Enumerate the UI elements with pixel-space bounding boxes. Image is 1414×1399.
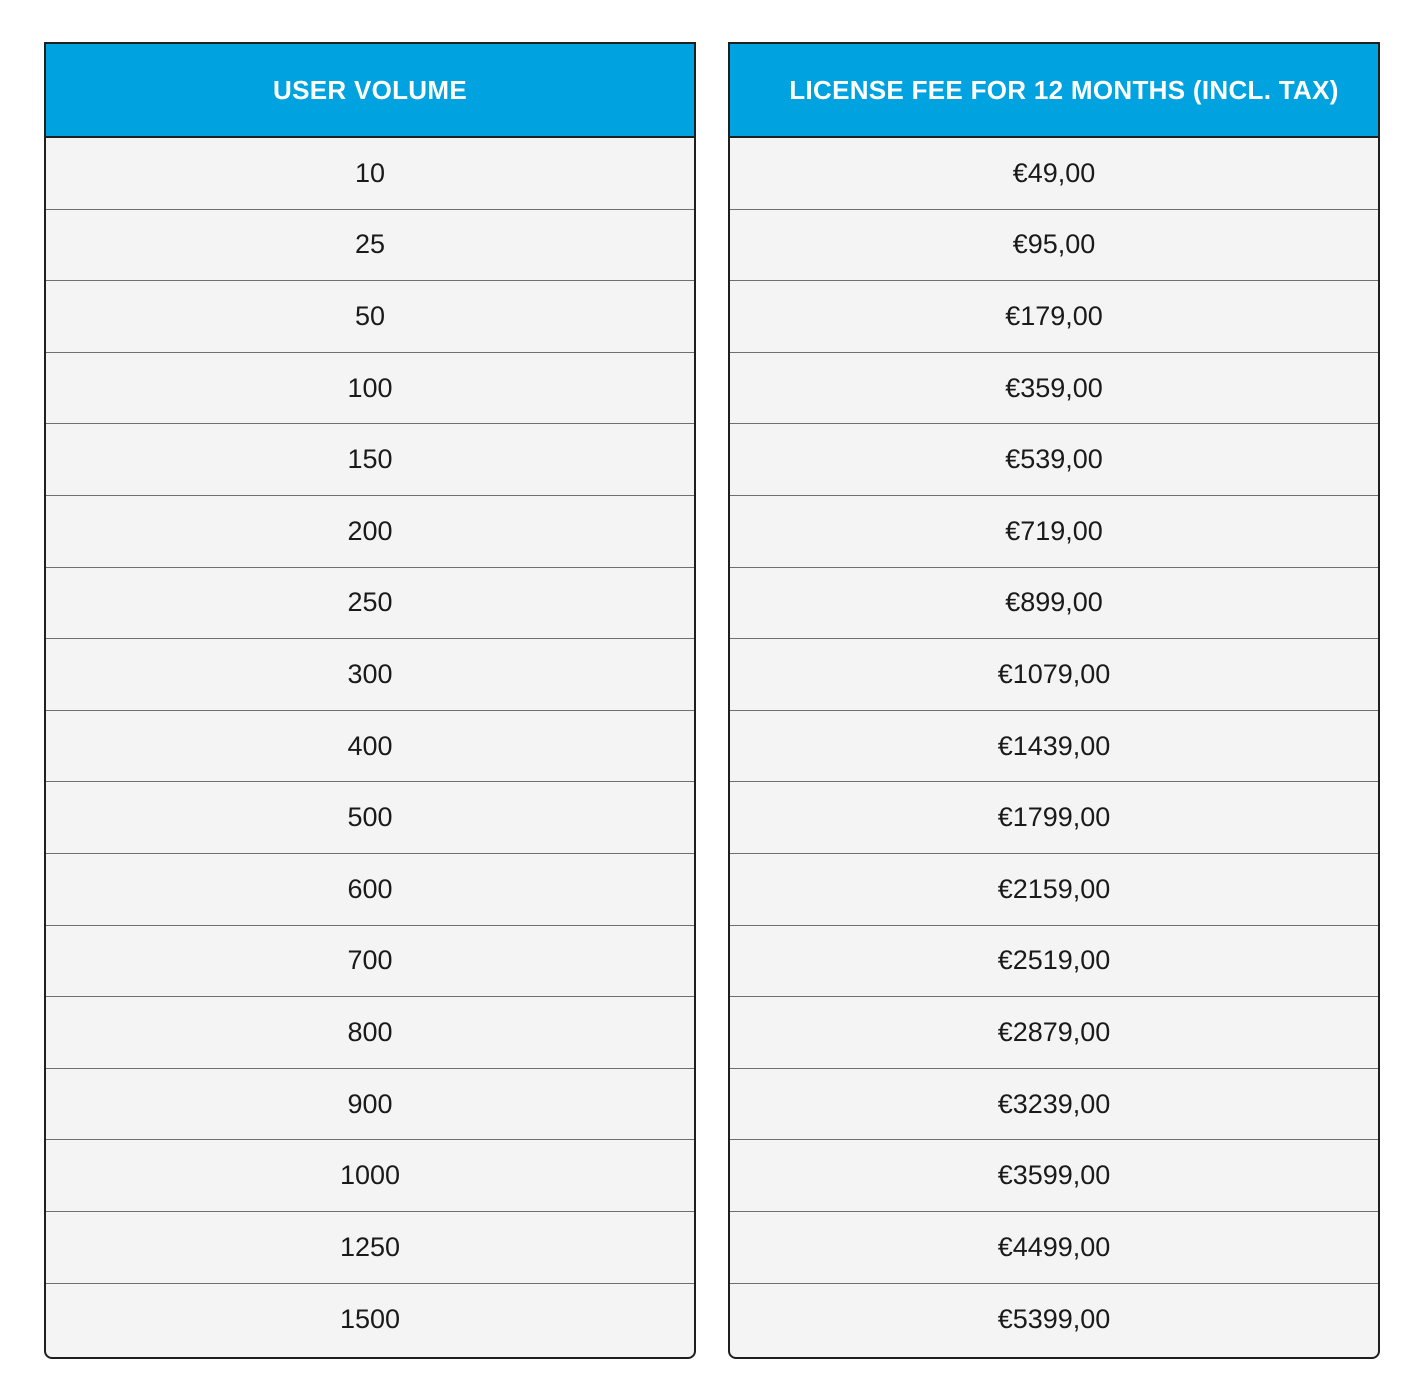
user-volume-cell: 800 (46, 997, 694, 1069)
user-volume-cell: 250 (46, 568, 694, 640)
user-volume-cell: 200 (46, 496, 694, 568)
license-fee-cell: €3599,00 (730, 1140, 1378, 1212)
user-volume-rows (46, 138, 694, 1355)
license-fee-cell: €179,00 (730, 281, 1378, 353)
user-volume-cell: 500 (46, 782, 694, 854)
user-volume-cell: 600 (46, 854, 694, 926)
license-fee-cell: €1439,00 (730, 711, 1378, 783)
user-volume-cell: 150 (46, 424, 694, 496)
user-volume-cell: 300 (46, 639, 694, 711)
user-volume-cell: 400 (46, 711, 694, 783)
user-volume-cell: 700 (46, 926, 694, 998)
license-fee-cell: €95,00 (730, 210, 1378, 282)
license-fee-cell: €3239,00 (730, 1069, 1378, 1141)
user-volume-cell: 1000 (46, 1140, 694, 1212)
license-fee-cell: €5399,00 (997, 1303, 1111, 1334)
license-fee-cell: €899,00 (730, 568, 1378, 640)
license-fee-cell: €719,00 (730, 496, 1378, 568)
license-fee-cell: €539,00 (730, 424, 1378, 496)
license-fee-cell: €359,00 (730, 353, 1378, 425)
license-fee-cell: €2159,00 (730, 854, 1378, 926)
license-fee-header: LICENSE FEE FOR 12 MONTHS (INCL. TAX) (730, 44, 1378, 138)
license-fee-cell: €1799,00 (730, 782, 1378, 854)
license-fee-cell: €2519,00 (730, 926, 1378, 998)
license-fee-cell: €1079,00 (730, 639, 1378, 711)
license-fee-rows (730, 138, 1378, 1355)
user-volume-cell: 900 (46, 1069, 694, 1141)
user-volume-cell: 100 (46, 353, 694, 425)
user-volume-cell: 10 (46, 138, 694, 210)
license-fee-cell: €4499,00 (730, 1212, 1378, 1284)
user-volume-cell: 25 (46, 210, 694, 282)
license-fee-cell: €49,00 (730, 138, 1378, 210)
user-volume-cell: 50 (46, 281, 694, 353)
license-fee-cell: €2879,00 (730, 997, 1378, 1069)
user-volume-cell: 1500 (339, 1303, 401, 1334)
license-fee-column (728, 42, 1380, 1359)
user-volume-column (44, 42, 696, 1359)
user-volume-cell: 1250 (46, 1212, 694, 1284)
user-volume-header: USER VOLUME (46, 44, 694, 138)
